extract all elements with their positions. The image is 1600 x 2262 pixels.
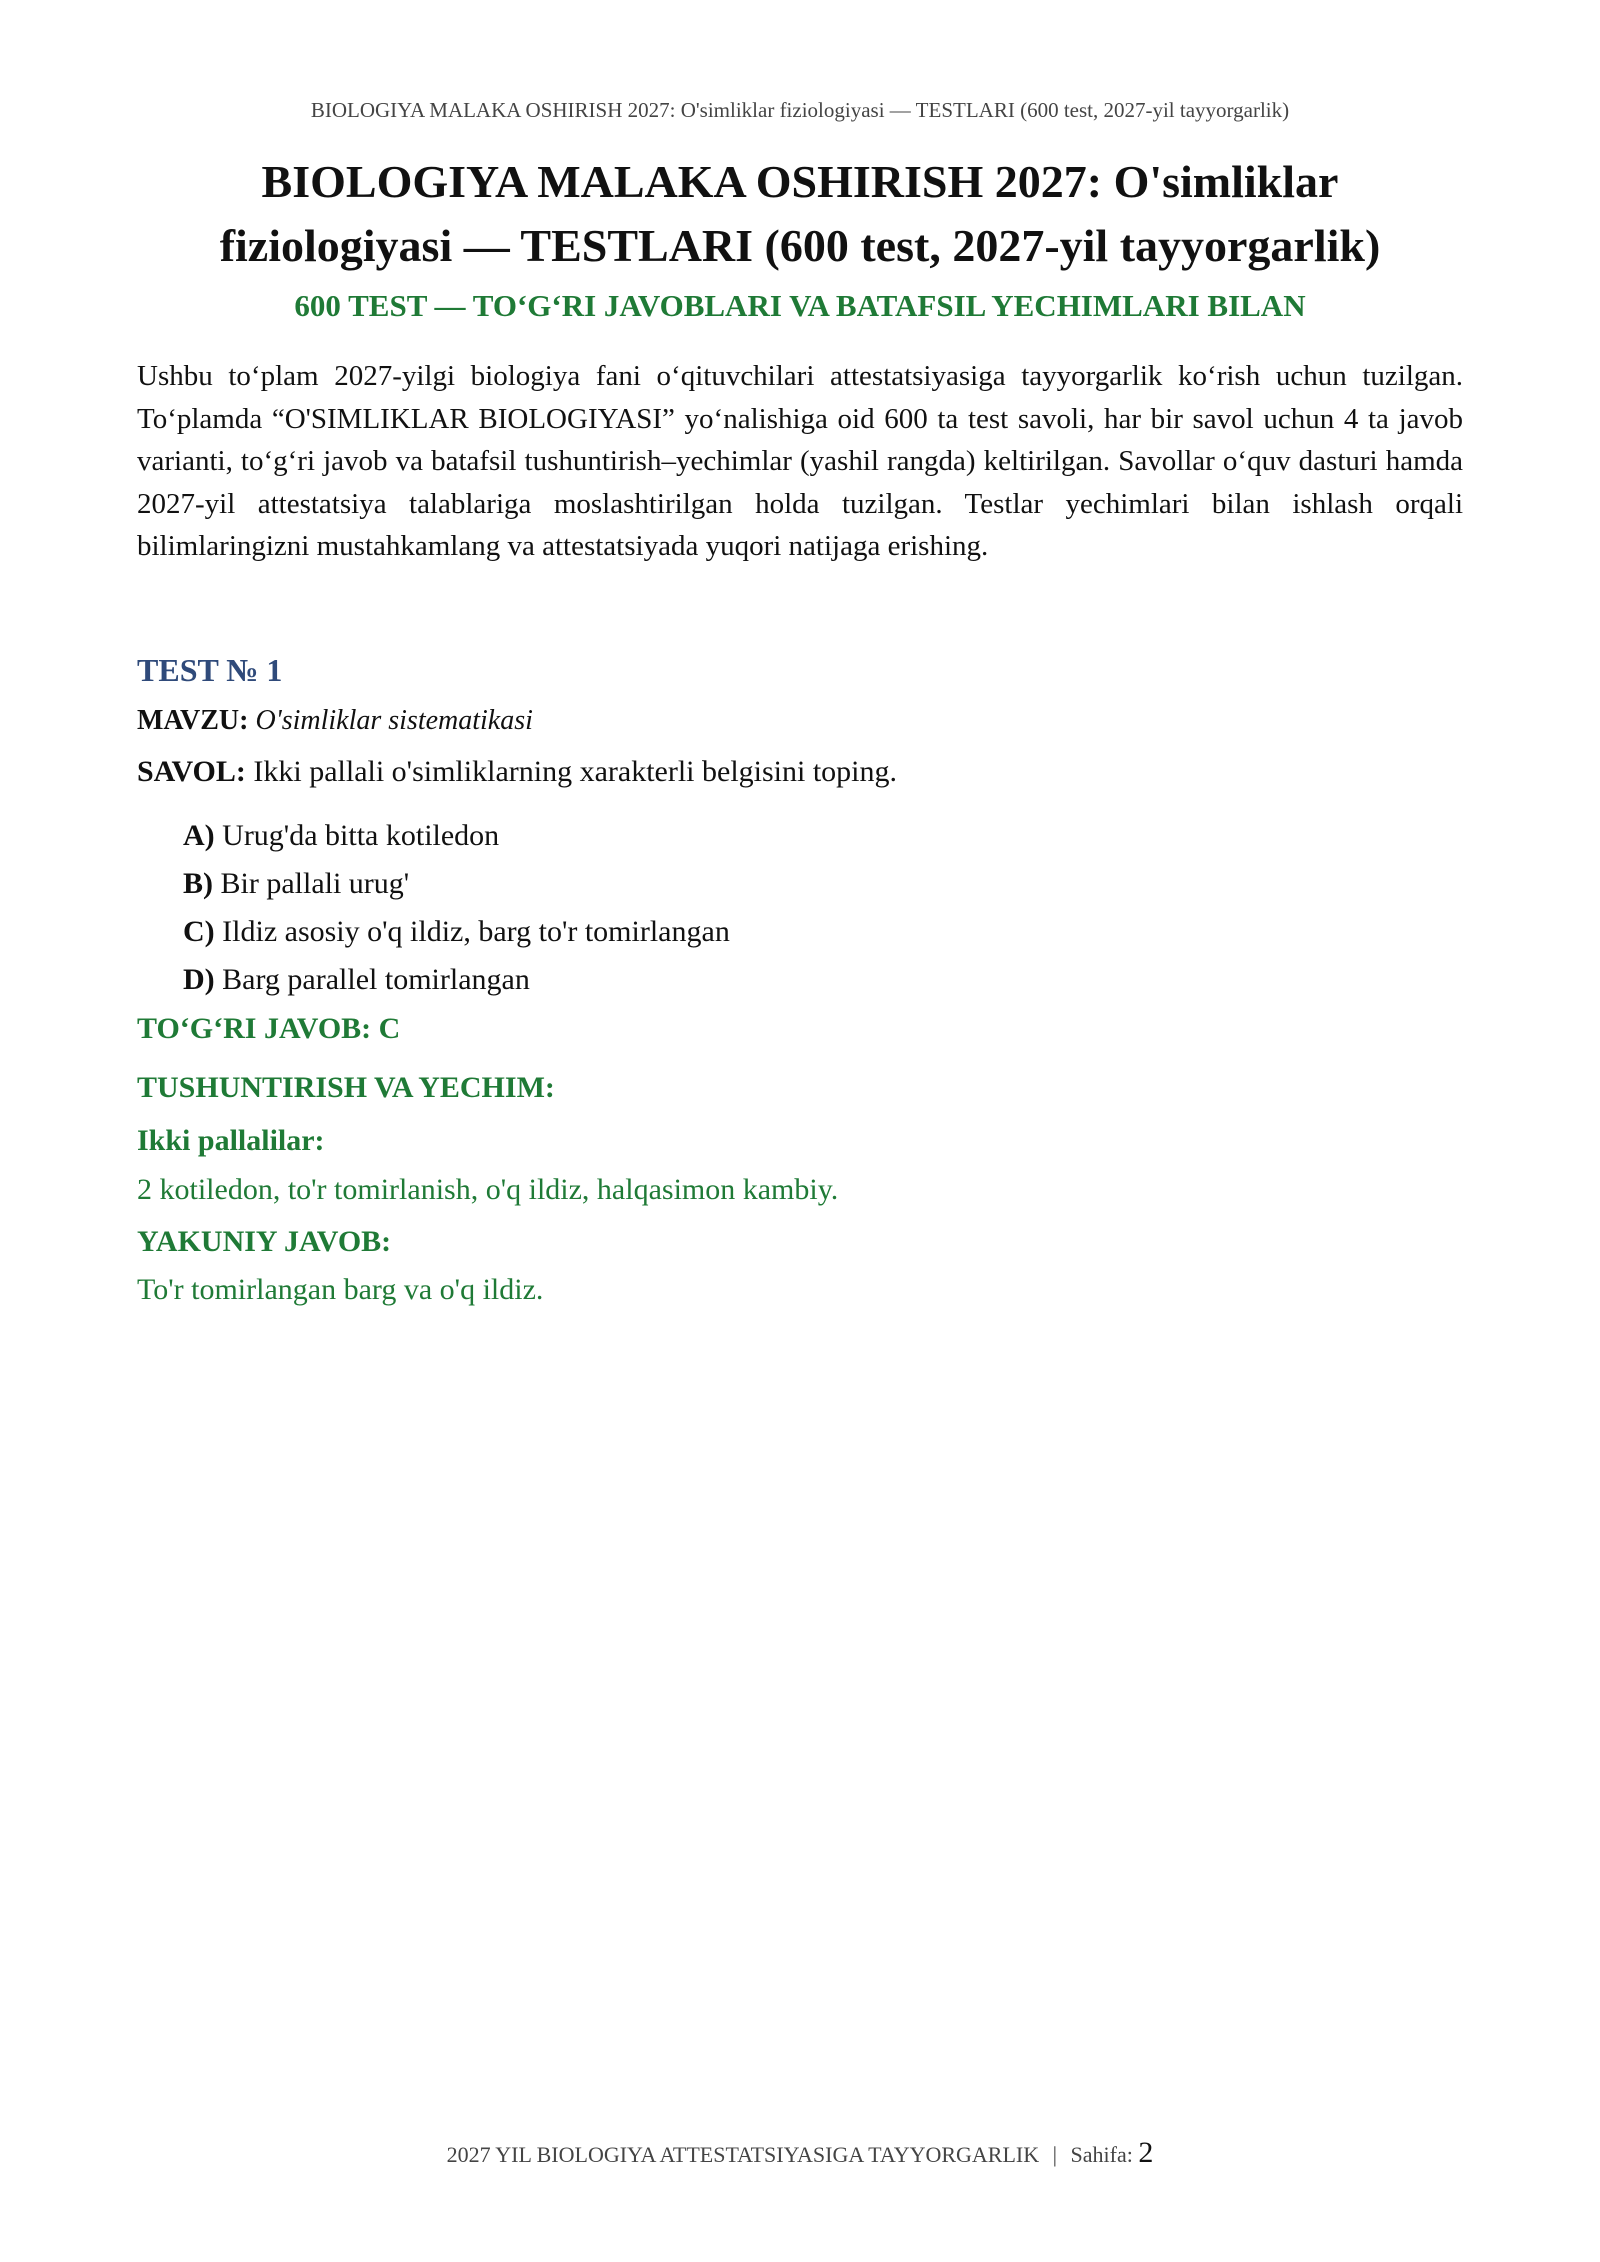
question-text: Ikki pallali o'simliklarning xarakterli belgisini toping. [253,755,898,788]
explanation-text: 2 kotiledon, to'r tomirlanish, o'q ildiz, halqasimon kambiy. [137,1173,839,1206]
option-text: Bir pallali urug' [220,867,410,900]
explanation-heading: TUSHUNTIRISH VA YECHIM: [137,1071,555,1104]
footer-text: 2027 YIL BIOLOGIYA ATTESTATSIYASIGA TAYYORGARLIK [446,2142,1040,2167]
explanation-subheading: Ikki pallalilar: [137,1124,325,1157]
option-text: Urug'da bitta kotiledon [222,819,500,852]
topic-value: O'simliklar sistematikasi [255,705,533,736]
intro-paragraph: Ushbu to‘plam 2027-yilgi biologiya fani o‘qituvchilari attestatsiyasiga tayyorgarlik ko‘rish uchun tuzilgan. To‘plamda “O'SIMLIKLAR BIOLOGIYASI” yo‘nalishiga oid 600 ta test savoli, har bir savol uchun 4 ta javob varianti, to‘g‘ri javob va batafsil tushuntirish–yechimlar (yashil rangda) keltirilgan. Savollar o‘quv dasturi hamda 2027-yil attestatsiya talablariga moslashtirilgan holda tuzilgan. Testlar yechimlari bilan ishlash orqali bilimlaringizni mustahkamlang va attestatsiyada yuqori natijaga erishing. [137,360,1463,563]
page-label: Sahifa: [1070,2142,1133,2167]
page-number: 2 [1138,2136,1154,2169]
option-c [183,908,730,956]
test-heading: TEST № 1 [137,652,283,688]
running-header: BIOLOGIYA MALAKA OSHIRISH 2027: O'simliklar fiziologiyasi — TESTLARI (600 test, 2027-yil tayyorgarlik) [310,98,1290,122]
option-b [183,860,730,908]
final-answer-heading: YAKUNIY JAVOB: [137,1225,392,1258]
title-line-1: BIOLOGIYA MALAKA OSHIRISH 2027: O'simliklar [261,156,1339,207]
title-line-2: fiziologiyasi — TESTLARI (600 test, 2027-yil tayyorgarlik) [219,220,1381,271]
topic-label: MAVZU: [137,705,249,736]
document-subtitle: 600 TEST — TO‘G‘RI JAVOBLARI VA BATAFSIL YECHIMLARI BILAN [294,288,1306,323]
option-key: D) [183,963,215,996]
final-answer-text: To'r tomirlangan barg va o'q ildiz. [137,1273,544,1306]
footer-separator: | [1052,2142,1058,2167]
option-text: Barg parallel tomirlangan [222,963,530,996]
option-key: A) [183,819,215,852]
question-label: SAVOL: [137,755,246,788]
option-text: Ildiz asosiy o'q ildiz, barg to'r tomirlangan [222,915,730,948]
option-key: C) [183,915,215,948]
answer-options [183,812,730,1004]
option-a [183,812,730,860]
document-title [140,150,1460,278]
option-d [183,956,730,1004]
correct-answer: TO‘G‘RI JAVOB: C [137,1012,401,1045]
option-key: B) [183,867,213,900]
page-footer [0,2136,1600,2170]
topic-line [137,705,533,737]
question-line [137,755,897,789]
